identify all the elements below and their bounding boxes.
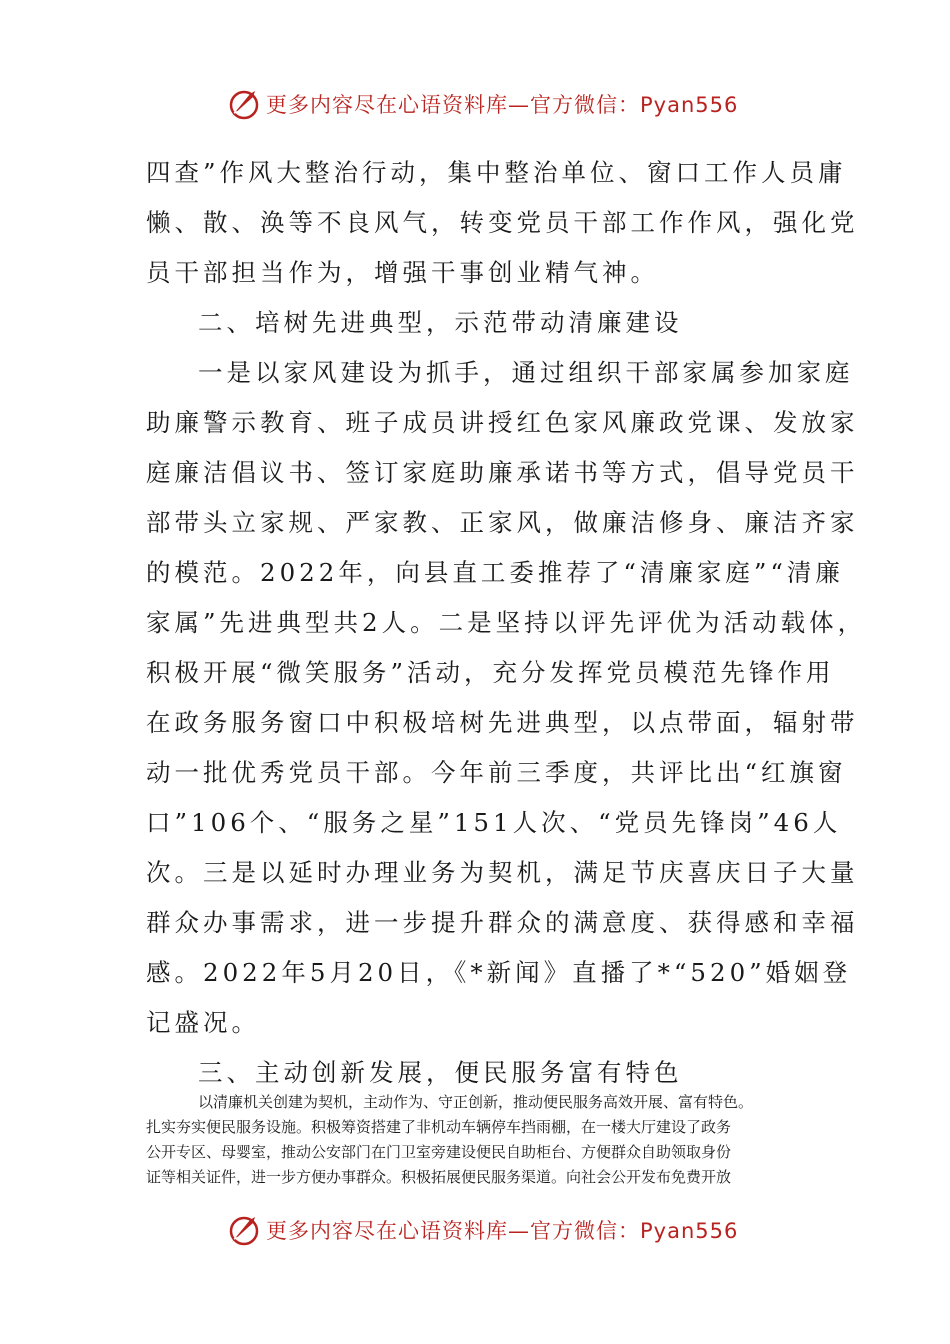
paragraph-line: 积极开展“微笑服务”活动，充分发挥党员模范先锋作用	[146, 658, 835, 687]
paragraph-line: 动一批优秀党员干部。今年前三季度，共评比出“红旗窗	[146, 758, 847, 787]
document-body	[146, 148, 867, 1098]
small-line: 公开专区、母婴室，推动公安部门在门卫室旁建设便民自助柜台、方便群众自助领取身份	[146, 1143, 732, 1161]
paragraph-line: 助廉警示教育、班子成员讲授红色家风廉政党课、发放家	[146, 408, 859, 437]
paragraph-line: 记盛况。	[146, 1008, 260, 1037]
watermark-text: 更多内容尽在心语资料库—官方微信：Pyan556	[266, 93, 739, 117]
paragraph-line: 家属”先进典型共2人。二是坚持以评先评优为活动载体，	[146, 608, 867, 637]
small-print-paragraph	[146, 1090, 816, 1190]
pen-circle-logo-icon	[226, 86, 262, 122]
paragraph-line: 的模范。2022年，向县直工委推荐了“清廉家庭”“清廉	[146, 558, 844, 587]
small-line: 以清廉机关创建为契机，主动作为、守正创新，推动便民服务高效开展、富有特色。	[198, 1093, 754, 1111]
section-heading: 二、培树先进典型，示范带动清廉建设	[198, 308, 683, 337]
paragraph-line: 四查”作风大整治行动，集中整治单位、窗口工作人员庸	[146, 158, 847, 187]
section-heading: 三、主动创新发展，便民服务富有特色	[198, 1058, 683, 1087]
paragraph-line: 员干部担当作为，增强干事创业精气神。	[146, 258, 659, 287]
pen-circle-logo-icon	[226, 1212, 262, 1248]
paragraph-line: 口”106个、“服务之星”151人次、“党员先锋岗”46人	[146, 808, 842, 837]
paragraph-line: 次。三是以延时办理业务为契机，满足节庆喜庆日子大量	[146, 858, 859, 887]
paragraph-line: 在政务服务窗口中积极培树先进典型，以点带面，辐射带	[146, 708, 859, 737]
watermark-banner-bottom	[226, 1210, 746, 1250]
small-line: 扎实夯实便民服务设施。积极筹资搭建了非机动车辆停车挡雨棚，在一楼大厅建设了政务	[146, 1118, 732, 1136]
paragraph-line: 一是以家风建设为抓手，通过组织干部家属参加家庭	[198, 358, 854, 387]
paragraph-line: 感。2022年5月20日，《*新闻》直播了*“520”婚姻登	[146, 958, 852, 987]
watermark-text: 更多内容尽在心语资料库—官方微信：Pyan556	[266, 1219, 739, 1243]
paragraph-line: 懒、散、涣等不良风气，转变党员干部工作作风，强化党	[146, 208, 859, 237]
small-line: 证等相关证件，进一步方便办事群众。积极拓展便民服务渠道。向社会公开发布免费开放	[146, 1168, 732, 1186]
paragraph-line: 庭廉洁倡议书、签订家庭助廉承诺书等方式，倡导党员干	[146, 458, 859, 487]
paragraph-line: 群众办事需求，进一步提升群众的满意度、获得感和幸福	[146, 908, 859, 937]
paragraph-line: 部带头立家规、严家教、正家风，做廉洁修身、廉洁齐家	[146, 508, 859, 537]
watermark-banner-top	[226, 84, 746, 124]
